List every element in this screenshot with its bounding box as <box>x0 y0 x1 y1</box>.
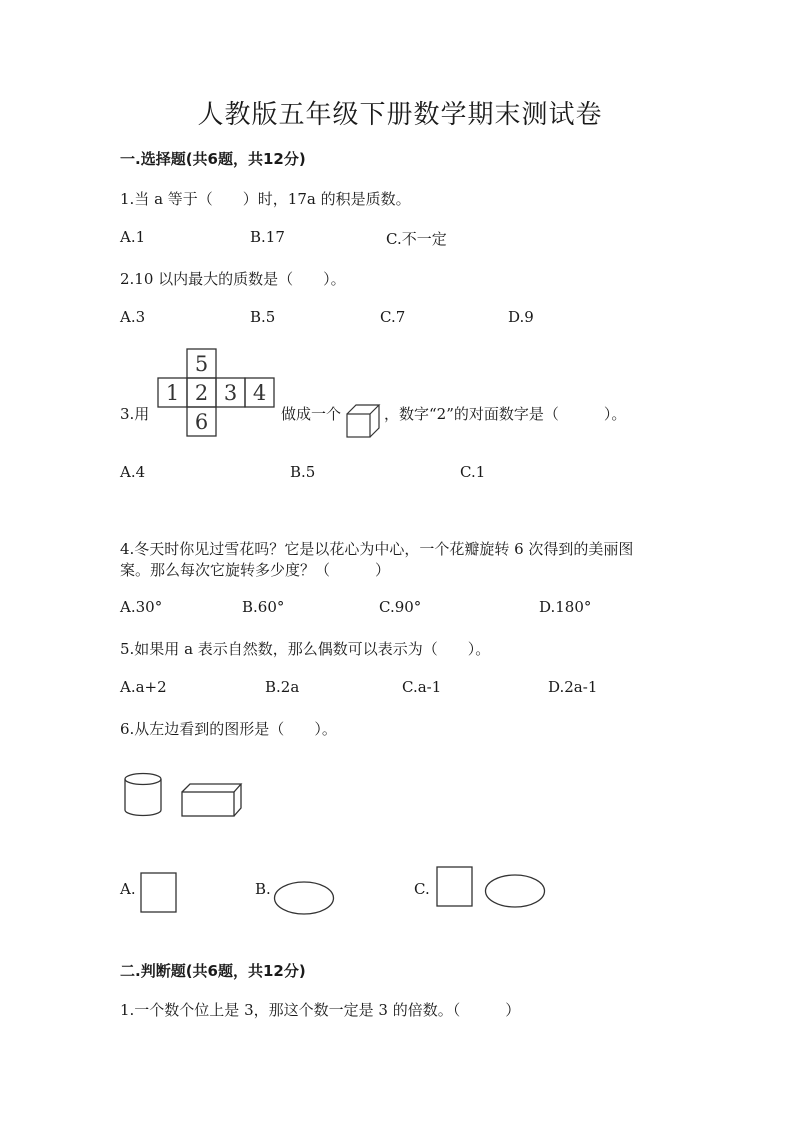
q4-option-d: D.180° <box>539 598 592 616</box>
question-4-line-2: 案。那么每次它旋转多少度？（ ） <box>120 561 391 579</box>
q6-option-b: B. <box>255 880 271 898</box>
question-6-text: 6.从左边看到的图形是（ ）。 <box>120 720 337 738</box>
net-cell-2: 2 <box>194 381 209 405</box>
section-heading-choice: 一.选择题(共6题，共12分) <box>120 150 306 168</box>
judgment-question-1-text: 1.一个数个位上是 3，那这个数一定是 3 的倍数。（ ） <box>120 1001 521 1019</box>
question-3-prefix: 3.用 <box>120 405 150 423</box>
net-cell-1: 1 <box>165 381 180 405</box>
q1-option-a: A.1 <box>120 228 146 246</box>
q6-option-a-rectangle <box>140 872 178 914</box>
q3-option-b: B.5 <box>290 463 316 481</box>
cube-icon <box>346 404 380 438</box>
q6-option-b-ellipse <box>273 880 335 916</box>
q5-option-d: D.2a-1 <box>548 678 598 696</box>
net-cell-3: 3 <box>223 381 238 405</box>
question-3-suffix: ，数字“2”的对面数字是（ ）。 <box>384 405 627 423</box>
q5-option-b: B.2a <box>265 678 300 696</box>
q4-option-a: A.30° <box>120 598 163 616</box>
q6-option-c-rectangle <box>436 866 474 908</box>
cuboid-figure <box>181 783 243 817</box>
q5-option-a: A.a+2 <box>120 678 167 696</box>
q6-option-a: A. <box>120 880 136 898</box>
question-1-text: 1.当 a 等于（ ）时，17a 的积是质数。 <box>120 190 411 208</box>
net-cell-4: 4 <box>252 381 267 405</box>
question-2-text: 2.10 以内最大的质数是（ ）。 <box>120 270 346 288</box>
question-3-middle: 做成一个 <box>281 405 342 423</box>
q2-option-b: B.5 <box>250 308 276 326</box>
q3-option-c: C.1 <box>460 463 486 481</box>
q2-option-c: C.7 <box>380 308 406 326</box>
q6-option-c-ellipse <box>484 873 546 909</box>
q2-option-d: D.9 <box>508 308 534 326</box>
q5-option-c: C.a-1 <box>402 678 442 696</box>
q4-option-b: B.60° <box>242 598 285 616</box>
question-4-line-1: 4.冬天时你见过雪花吗？它是以花心为中心，一个花瓣旋转 6 次得到的美丽图 <box>120 540 634 558</box>
section-heading-judgment: 二.判断题(共6题，共12分) <box>120 962 306 980</box>
q3-option-a: A.4 <box>120 463 146 481</box>
q1-option-c: C.不一定 <box>386 230 447 248</box>
q1-option-b: B.17 <box>250 228 285 246</box>
page-title: 人教版五年级下册数学期末测试卷 <box>197 100 603 130</box>
net-cell-top: 5 <box>194 352 209 376</box>
q4-option-c: C.90° <box>379 598 422 616</box>
cylinder-figure <box>122 772 164 818</box>
cube-net-figure <box>158 348 276 438</box>
question-5-text: 5.如果用 a 表示自然数，那么偶数可以表示为（ ）。 <box>120 640 491 658</box>
q6-option-c: C. <box>414 880 430 898</box>
net-cell-bottom: 6 <box>194 410 209 434</box>
q2-option-a: A.3 <box>120 308 146 326</box>
